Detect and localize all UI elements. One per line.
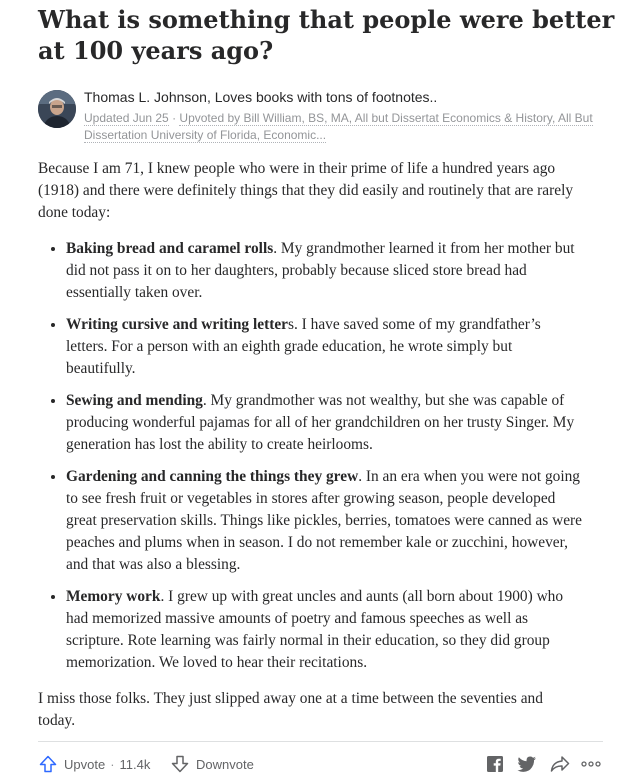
more-icon [581,761,601,767]
upvote-button[interactable] [38,752,150,776]
list-item-bold: Gardening and canning the things they grew [66,468,359,485]
list-item [66,466,583,576]
answer-outro: I miss those folks. They just slipped away one at a time between the seventies and today. [38,690,543,729]
twitter-share-button[interactable] [517,752,537,776]
updated-date[interactable]: Updated Jun 25 [84,111,169,125]
answer-intro: Because I am 71, I knew people who were in their prime of life a hundred years ago (1918) and there were definitely things that they did easily and routinely that are rarely done today: [38,160,574,221]
facebook-share-button[interactable] [486,752,504,776]
twitter-icon [517,755,537,773]
list-item [66,390,583,456]
list-item-text: . In an era when you were not going to see fresh fruit or vegetables in stores after growing season, people developed great preservation skills. Things like pickles, berries, tomatoes were canned as were peaches and plums when in season. I do not remember kale or zucchini, however, and that was also a blessing. [66,468,582,573]
list-item [66,586,583,674]
list-item-bold: Sewing and mending [66,392,203,409]
list-item-text: . I grew up with great uncles and aunts (all born about 1900) who had memorized massive amounts of poetry and famous speeches as well as scripture. Rote learning was fairly normal in their education, so they did group memorization. We loved to hear their recitations. [66,588,564,671]
upvote-label: Upvote [64,756,106,772]
list-item-bold: Baking bread and caramel rolls [66,240,274,257]
facebook-icon [486,755,504,773]
list-item-text: . My grandmother was not wealthy, but she was capable of producing wonderful pajamas for all of her grandchildren on her trusty Singer. My generation has lost the ability to create heirlooms. [66,392,575,453]
answer-list [38,238,583,674]
question-title[interactable]: What is something that people were better at 100 years ago? [38,5,615,65]
list-item-text: s. I have saved some of my grandfather’s letters. For a person with an eighth grade education, he wrote simply but beautifully. [66,316,541,377]
downvote-label: Downvote [196,756,254,772]
more-options-button[interactable] [581,752,601,776]
author-row [38,88,598,146]
list-item-bold: Memory work [66,588,161,605]
answer-content [38,158,583,732]
share-arrow-icon [550,755,570,773]
arrow-up-icon [38,754,58,774]
avatar-image [38,90,76,128]
list-item [66,238,583,304]
list-item-text: . My grandmother learned it from her mother but did not pass it on to her daughters, probably because sliced store bread had essentially taken over. [66,240,575,301]
arrow-down-icon [170,754,190,774]
upvote-count: 11.4k [119,756,151,772]
upvoted-by[interactable]: Upvoted by Bill William, BS, MA, All but Dissertat Economics & History, All But Dissertation University of Florida, Economic... [84,111,593,142]
share-button[interactable] [550,752,570,776]
action-divider [38,741,603,742]
meta-separator: · [172,111,177,125]
action-bar [38,752,603,776]
list-item [66,314,583,380]
list-item-bold: Writing cursive and writing letter [66,316,288,333]
author-name-credential[interactable]: Thomas L. Johnson, Loves books with tons of footnotes.. [84,89,438,105]
downvote-button[interactable] [170,752,254,776]
avatar[interactable] [38,90,76,128]
author-meta [84,110,594,144]
upvote-dot: · [110,756,115,772]
